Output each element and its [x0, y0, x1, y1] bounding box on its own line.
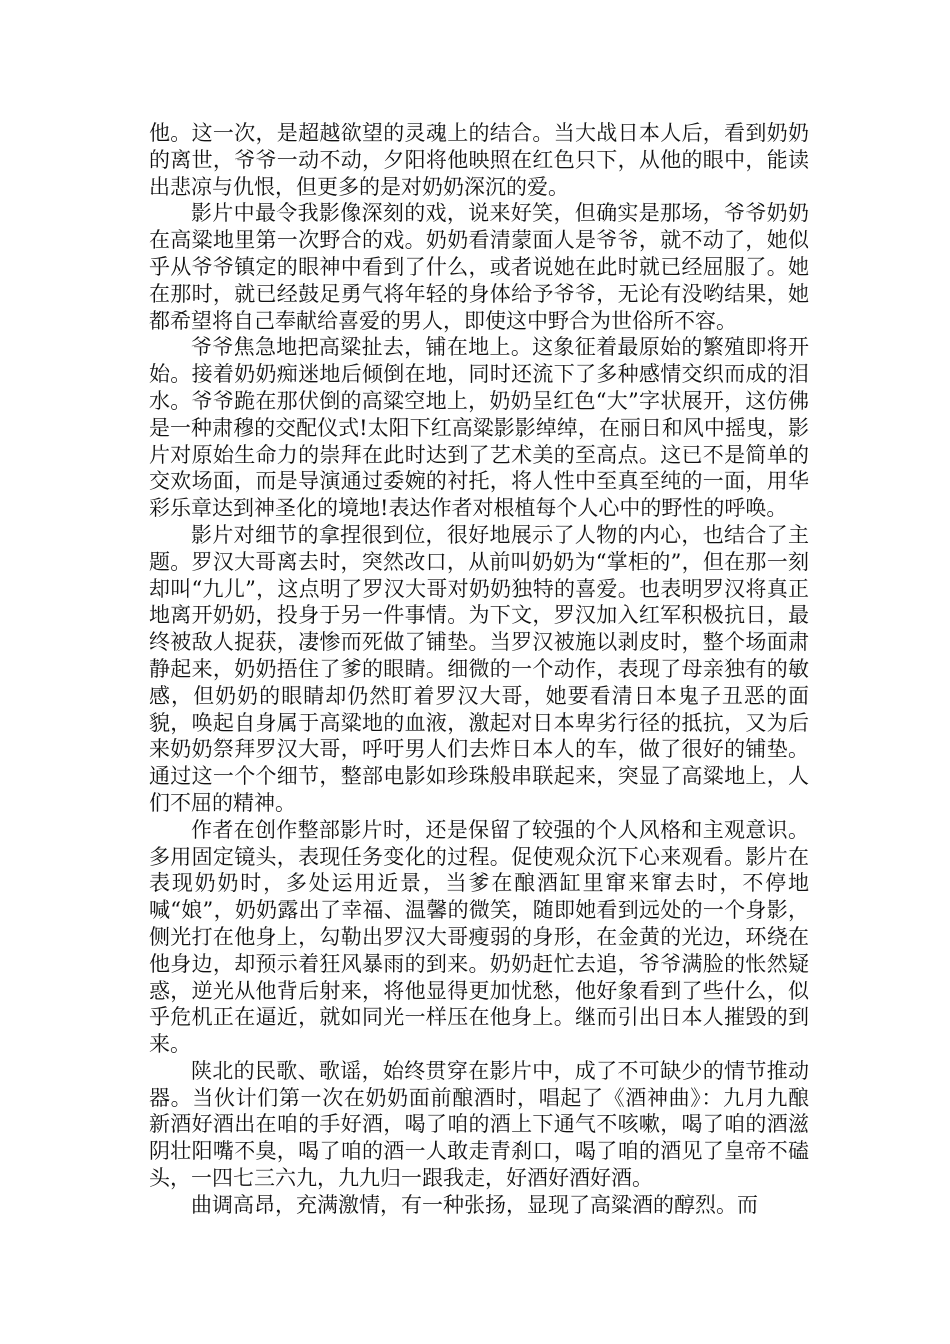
paragraph-2: 影片中最令我影像深刻的戏，说来好笑，但确实是那场，爷爷奶奶在高粱地里第一次野合的戏。奶奶看清蒙面人是爷爷，就不动了，她似乎从爷爷镇定的眼神中看到了什么，或者说她在此时就已经屈服了。她在那时，就已经鼓足勇气将年轻的身体给予爷爷，无论有没哟结果，她都希望将自己奉献给喜爱的男人，即使这中野合为世俗所不容。 — [149, 201, 809, 333]
paragraph-6: 陕北的民歌、歌谣，始终贯穿在影片中，成了不可缺少的情节推动器。当伙计们第一次在奶奶面前酿酒时，唱起了《酒神曲》：九月九酿新酒好酒出在咱的手好酒，喝了咱的酒上下通气不咳嗽，喝了咱的酒滋阴壮阳嘴不臭，喝了咱的酒一人敢走青刹口，喝了咱的酒见了皇帝不磕头，一四七三六九，九九归一跟我走，好酒好酒好酒。 — [149, 1058, 809, 1191]
paragraph-7: 曲调高昂，充满激情，有一种张扬，显现了高粱酒的醇烈。而 — [191, 1192, 758, 1217]
document-page — [149, 120, 809, 1219]
paragraph-3: 爷爷焦急地把高粱扯去，铺在地上。这象征着最原始的繁殖即将开始。接着奶奶痴迷地后倾倒在地，同时还流下了多种感情交织而成的泪水。爷爷跪在那伏倒的高粱空地上，奶奶呈红色“大”字状展开，这仿佛是一种肃穆的交配仪式!太阳下红高粱影影绰绰，在丽日和风中摇曳，影片对原始生命力的崇拜在此时达到了艺术美的至高点。这已不是简单的交欢场面，而是导演通过委婉的衬托，将人性中至真至纯的一面，用华彩乐章达到神圣化的境地!表达作者对根植每个人心中的野性的呼唤。 — [149, 335, 809, 521]
paragraph-1: 他。这一次，是超越欲望的灵魂上的结合。当大战日本人后，看到奶奶的离世，爷爷一动不动，夕阳将他映照在红色只下，从他的眼中，能读出悲凉与仇恨，但更多的是对奶奶深沉的爱。 — [149, 121, 809, 199]
paragraph-4: 影片对细节的拿捏很到位，很好地展示了人物的内心，也结合了主题。罗汉大哥离去时，突然改口，从前叫奶奶为“掌柜的”，但在那一刻却叫“九儿”，这点明了罗汉大哥对奶奶独特的喜爱。也表明罗汉将真正地离开奶奶，投身于另一件事情。为下文，罗汉加入红军积极抗日，最终被敌人捉获，凄惨而死做了铺垫。当罗汉被施以剥皮时，整个场面肃静起来，奶奶捂住了爹的眼睛。细微的一个动作，表现了母亲独有的敏感，但奶奶的眼睛却仍然盯着罗汉大哥，她要看清日本鬼子丑恶的面貌，唤起自身属于高粱地的血液，激起对日本卑劣行径的抵抗，又为后来奶奶祭拜罗汉大哥，呼吁男人们去炸日本人的车，做了很好的铺垫。通过这一个个细节，整部电影如珍珠般串联起来，突显了高粱地上，人们不屈的精神。 — [149, 522, 809, 815]
paragraph-5: 作者在创作整部影片时，还是保留了较强的个人风格和主观意识。多用固定镜头，表现任务变化的过程。促使观众沉下心来观看。影片在表现奶奶时，多处运用近景，当爹在酿酒缸里窜来窜去时，不停地喊“娘”，奶奶露出了幸福、温馨的微笑，随即她看到远处的一个身影，侧光打在他身上，勾勒出罗汉大哥瘦弱的身形，在金黄的光边，环绕在他身边，却预示着狂风暴雨的到来。奶奶赶忙去追，爷爷满脸的怅然疑惑，逆光从他背后射来，将他显得更加忧愁，他好象看到了些什么，似乎危机正在逼近，就如同光一样压在他身上。继而引出日本人摧毁的到来。 — [149, 817, 809, 1057]
